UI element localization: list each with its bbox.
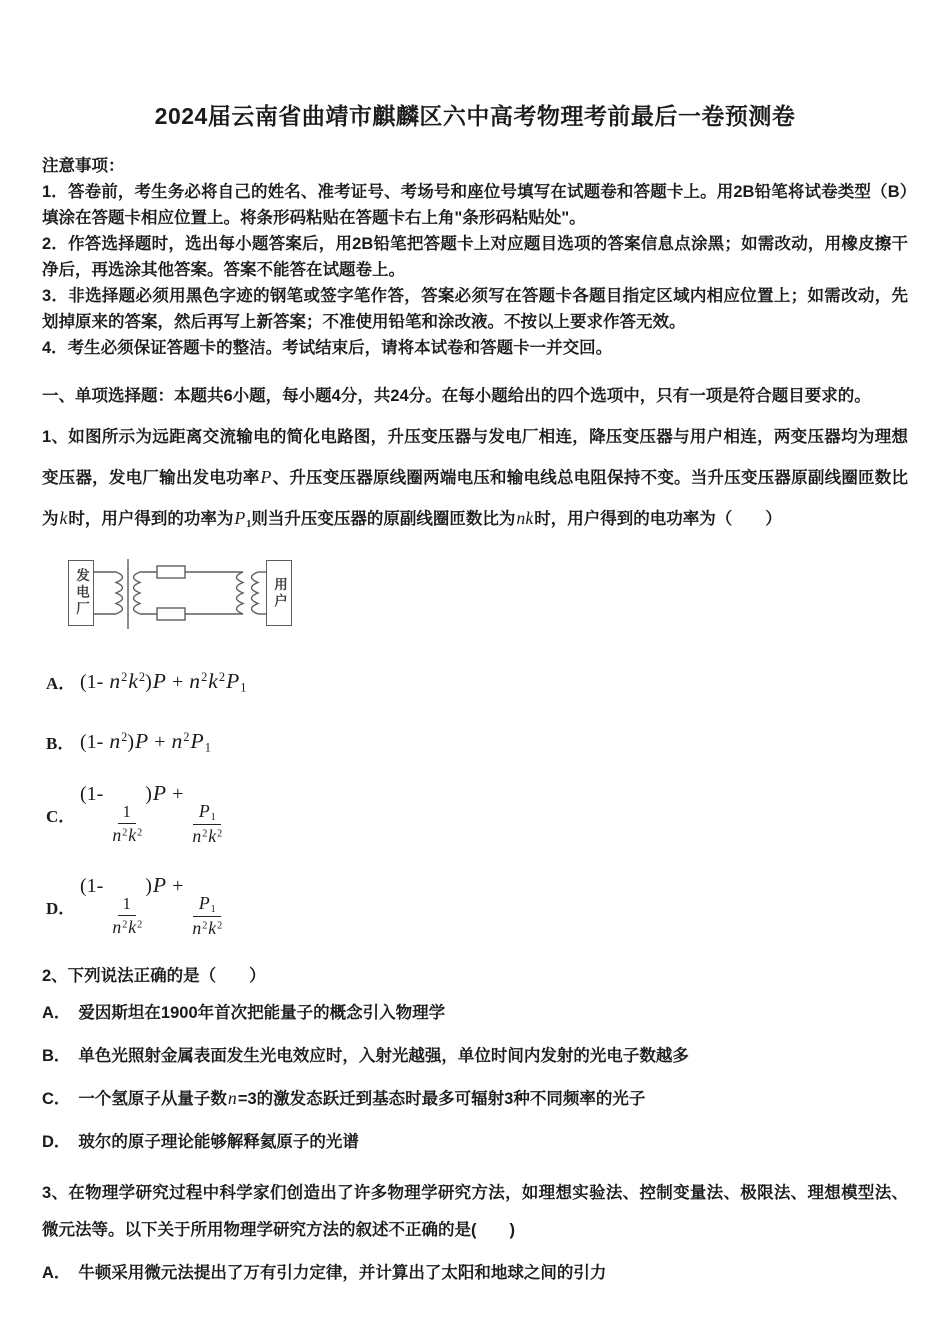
notice-item-2: 2．作答选择题时，选出每小题答案后，用2B铅笔把答题卡上对应题目选项的答案信息点涂黑；如需改动，用橡皮擦干净后，再选涂其他答案。答案不能答在试题卷上。 <box>42 235 908 279</box>
q1-option-a <box>46 661 908 701</box>
question-3 <box>42 1175 908 1286</box>
q1-option-d-label: D． <box>46 898 76 918</box>
step-down-secondary-coil <box>252 572 259 614</box>
q2-option-a <box>42 1000 908 1026</box>
q2-option-d <box>42 1129 908 1155</box>
q2-option-c-text: 一个氢原子从量子数n=3的激发态跃迁到基态时最多可辐射3种不同频率的光子 <box>78 1088 646 1108</box>
question-2-stem: 2、下列说法正确的是（ ） <box>42 967 266 985</box>
q1-option-d <box>46 875 908 937</box>
line-resistor-bottom <box>157 608 185 620</box>
q1-option-b-formula: (1- $n^2)P + n^2P_1$ <box>80 728 211 755</box>
q2-option-d-label: D． <box>42 1132 71 1151</box>
q3-option-a-label: A． <box>42 1263 71 1282</box>
notice-heading: 注意事项： <box>42 157 125 175</box>
q1-option-c-formula: (1- $\frac{1}{n^2k^2}$ )P + $\frac{P_1}{n^2k^2}$ <box>80 781 223 846</box>
line-resistor-top <box>157 566 185 578</box>
generator-box-label: 发电厂 <box>68 560 94 626</box>
question-1 <box>42 417 908 937</box>
q1-option-b-label: B． <box>46 733 75 753</box>
page-title: 2024届云南省曲靖市麒麟区六中高考物理考前最后一卷预测卷 <box>154 103 796 129</box>
q2-option-b-label: B． <box>42 1046 71 1065</box>
q2-option-b <box>42 1043 908 1069</box>
q2-option-b-text: 单色光照射金属表面发生光电效应时，入射光越强，单位时间内发射的光电子数越多 <box>78 1046 689 1065</box>
q1-option-a-label: A． <box>46 673 76 693</box>
q2-option-c <box>42 1085 908 1112</box>
q1-option-a-formula: (1- $n^2k^2)P + n^2k^2P_1$ <box>80 668 247 695</box>
step-up-primary-coil <box>116 572 123 614</box>
question-3-stem: 3、在物理学研究过程中科学家们创造出了许多物理学研究方法，如理想实验法、控制变量法、极限法、理想模型法、微元法等。以下关于所用物理学研究方法的叙述不正确的是( ) <box>42 1183 908 1239</box>
notice-section <box>42 153 908 361</box>
q3-option-a-text: 牛顿采用微元法提出了万有引力定律，并计算出了太阳和地球之间的引力 <box>78 1263 607 1282</box>
transmission-circuit-svg <box>60 555 300 635</box>
q1-option-c <box>46 783 908 845</box>
notice-item-3: 3．非选择题必须用黑色字迹的钢笔或签字笔作答，答案必须写在答题卡各题目指定区域内相应位置上；如需改动，先划掉原来的答案，然后再写上新答案；不准使用铅笔和涂改液。不按以上要求作答无效。 <box>42 287 908 331</box>
q2-option-a-label: A． <box>42 1004 71 1022</box>
q1-option-b <box>46 721 908 761</box>
step-up-secondary-coil <box>134 572 141 614</box>
section-1-heading: 一、单项选择题：本题共6小题，每小题4分，共24分。在每小题给出的四个选项中，只有一项是符合题目要求的。 <box>42 387 871 405</box>
circuit-diagram <box>60 555 300 635</box>
notice-item-1: 1．答卷前，考生务必将自己的姓名、准考证号、考场号和座位号填写在试题卷和答题卡上。用2B铅笔将试卷类型（B）填涂在答题卡相应位置上。将条形码粘贴在答题卡右上角"条形码粘贴处"。 <box>42 183 908 227</box>
notice-item-4: 4．考生必须保证答题卡的整洁。考试结束后，请将本试卷和答题卡一并交回。 <box>42 339 613 357</box>
user-box-label: 用户 <box>266 560 292 626</box>
q2-option-c-label: C． <box>42 1090 71 1108</box>
q2-option-a-text: 爱因斯坦在1900年首次把能量子的概念引入物理学 <box>78 1004 446 1022</box>
question-2 <box>42 963 908 1155</box>
q1-option-d-formula: (1- $\frac{1}{n^2k^2}$ )P + $\frac{P_1}{n^2k^2}$ <box>80 873 223 938</box>
q1-option-c-label: C． <box>46 806 76 826</box>
q2-option-d-text: 玻尔的原子理论能够解释氦原子的光谱 <box>78 1132 359 1151</box>
step-down-primary-coil <box>237 572 244 614</box>
question-1-stem: 1、如图所示为远距离交流输电的简化电路图，升压变压器与发电厂相连，降压变压器与用户相连，两变压器均为理想变压器，发电厂输出发电功率P、升压变压器原线圈两端电压和输电线总电阻保持不变。当升压变压器原副线圈匝数比为k时，用户得到的功率为$P_1$则当升压变压器的原副线圈匝数比为nk时，用户得到的电功率为（ ） <box>42 428 909 531</box>
q3-option-a <box>42 1260 908 1286</box>
